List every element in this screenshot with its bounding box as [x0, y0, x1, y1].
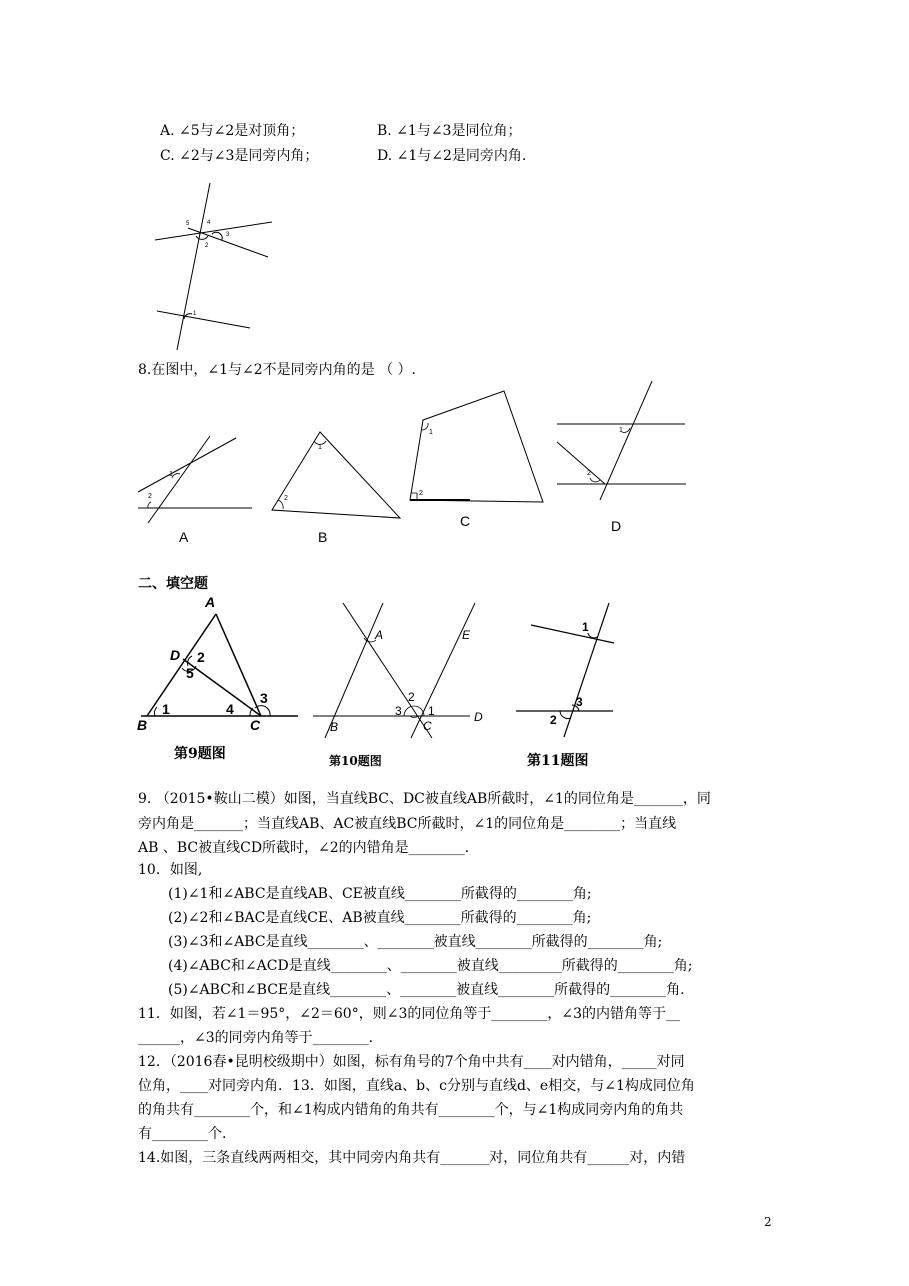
q8d-label-1: 1 — [619, 427, 623, 434]
q8-stem: 8.在图中，∠1与∠2不是同旁内角的是 （ ）. — [138, 362, 416, 378]
q12-line-1: 12．（2016春•昆明校级期中）如图，标有角号的7个角中共有____对内错角，_____对同 — [138, 1054, 685, 1070]
q8b-label-2: 2 — [284, 495, 288, 502]
fig9-caption: 第9题图 — [174, 746, 226, 762]
fig10-label-e: E — [462, 628, 471, 642]
fig10-label-b: B — [330, 720, 339, 734]
fig11-label-3: 3 — [576, 695, 583, 709]
q9-line-2: 旁内角是_______；当直线AB、AC被直线BC所截时，∠1的同位角是________；当直线 — [138, 816, 677, 832]
q10-stem: 10．如图, — [138, 862, 203, 878]
q8a-label-2: 2 — [148, 493, 152, 500]
section-title: 二、填空题 — [138, 576, 208, 592]
q10-item-5: (5)∠ABC和∠BCE是直线________、________被直线________所截得的________角. — [168, 982, 685, 998]
page-number: 2 — [764, 1215, 772, 1229]
q10-item-3: (3)∠3和∠ABC是直线________、________被直线________所截得的________角; — [168, 934, 663, 950]
q7-option-a: A. ∠5与∠2是对顶角； — [160, 123, 305, 139]
fig9-label-d: D — [170, 647, 181, 663]
q8c-label-1: 1 — [429, 429, 433, 436]
q8-caption-b: B — [318, 529, 328, 545]
q10-item-2: (2)∠2和∠BAC是直线CE、AB被直线________所截得的________角; — [168, 910, 592, 926]
q8-caption-a: A — [179, 529, 189, 545]
fig9-label-2: 2 — [197, 649, 205, 665]
q7-label-1: 1 — [193, 311, 197, 317]
q8c-label-2: 2 — [419, 490, 423, 497]
q7-label-4: 4 — [207, 220, 211, 226]
q11-line-1: 11．如图，若∠1＝95°，∠2＝60°，则∠3的同位角等于________，∠3的内错角等于__ — [138, 1006, 680, 1022]
q8-caption-d: D — [611, 518, 622, 534]
q10-item-1: (1)∠1和∠ABC是直线AB、CE被直线________所截得的________角; — [168, 886, 592, 902]
fig10-label-d: D — [474, 710, 483, 724]
q9-line-3: AB 、BC被直线CD所截时，∠2的内错角是________. — [138, 840, 470, 856]
fig10-label-3: 3 — [395, 704, 402, 718]
q11-line-2: ______，∠3的同旁内角等于________. — [138, 1030, 374, 1046]
q7-option-b: B. ∠1与∠3是同位角； — [377, 123, 522, 139]
q7-label-3: 3 — [226, 232, 230, 238]
fig10-label-2: 2 — [408, 690, 415, 704]
fig10-label-1: 1 — [428, 704, 435, 718]
q8b-label-1: 1 — [318, 444, 322, 451]
q8a-label-1: 1 — [169, 471, 173, 478]
q12-line-4: 有________个. — [138, 1126, 227, 1142]
q12-line-2: 位角，____对同旁内角．13．如图，直线a、b、c分别与直线d、e相交，与∠1构成同位角 — [138, 1078, 695, 1094]
fig10-label-c: C — [423, 719, 432, 733]
q8-caption-c: C — [460, 513, 471, 529]
fig10-label-a: A — [375, 628, 384, 642]
q14-line-1: 14.如图，三条直线两两相交，其中同旁内角共有_______对，同位角共有______对，内错 — [138, 1150, 686, 1166]
fig11-label-1: 1 — [582, 620, 589, 634]
fig9-label-3: 3 — [260, 690, 268, 706]
q7-option-d: D. ∠1与∠2是同旁内角. — [377, 148, 527, 164]
q7-label-5: 5 — [186, 221, 190, 227]
q10-item-4: (4)∠ABC和∠ACD是直线________、________被直线_________所截得的________角; — [168, 958, 693, 974]
fig9-label-4: 4 — [226, 701, 234, 717]
fig9-label-1: 1 — [162, 701, 170, 717]
fig9-label-b: B — [137, 717, 148, 733]
q7-label-2: 2 — [205, 243, 209, 249]
fig10-caption: 第10题图 — [329, 754, 382, 768]
q8d-label-2: 2 — [587, 470, 591, 477]
q9-line-1: 9. （2015•鞍山二模）如图，当直线BC、DC被直线AB所截时，∠1的同位角是_______，同 — [138, 791, 711, 807]
q12-line-3: 的角共有________个，和∠1构成内错角的角共有________个，与∠1构成同旁内角的角共 — [138, 1102, 684, 1118]
fig9-label-a: A — [205, 594, 216, 610]
fig9-label-5: 5 — [186, 665, 194, 681]
fig9-label-c: C — [250, 717, 261, 733]
fig11-label-2: 2 — [550, 713, 557, 727]
q7-option-c: C. ∠2与∠3是同旁内角； — [160, 148, 319, 164]
fig11-caption: 第11题图 — [527, 753, 589, 769]
